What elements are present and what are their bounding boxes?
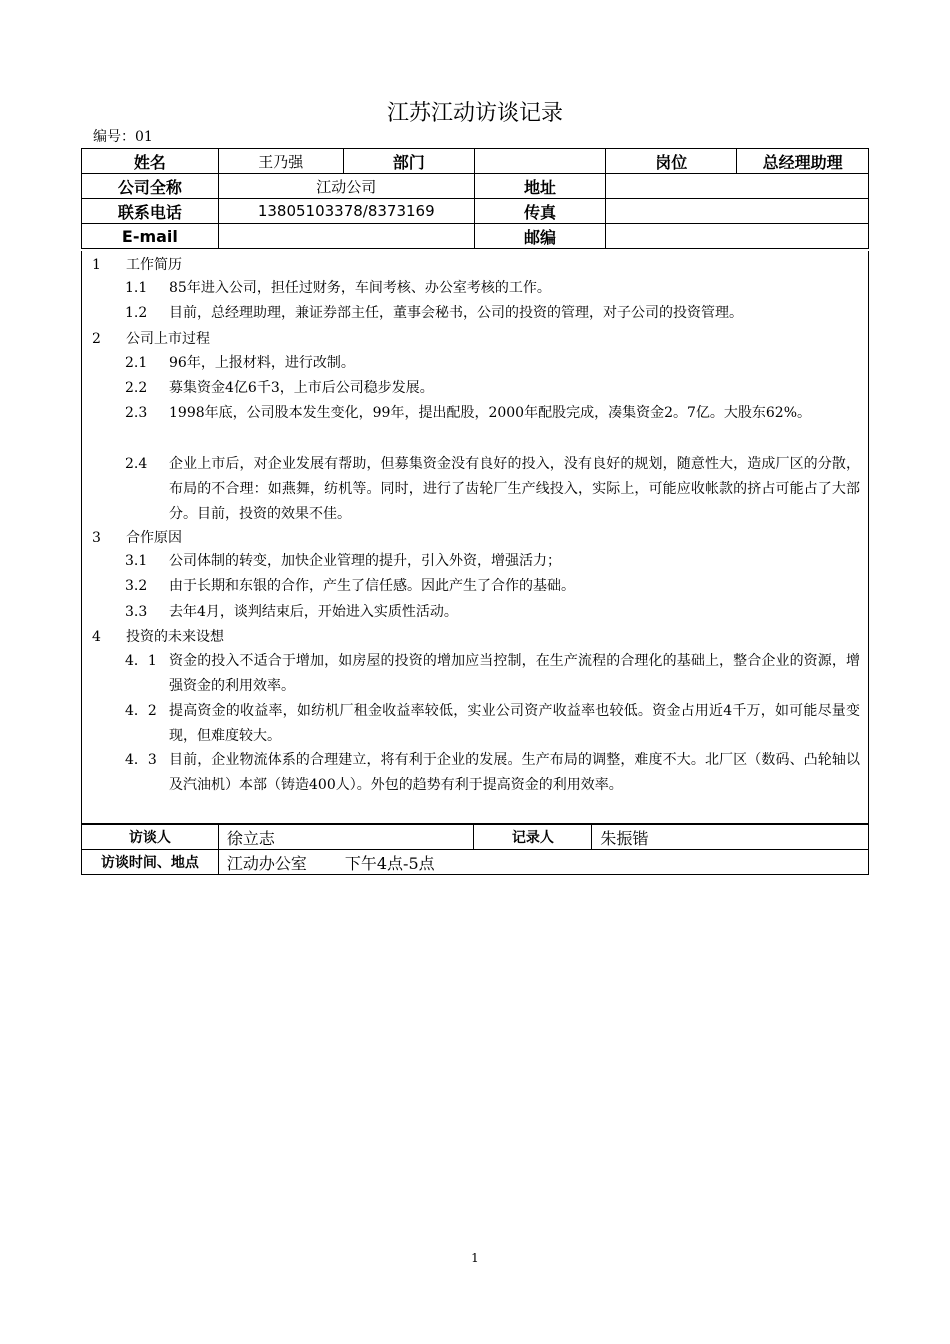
info-row: [82, 224, 869, 249]
address-value: [606, 174, 869, 199]
time-value: 下午4点-5点: [344, 853, 435, 873]
list-item: 1.1 85年进入公司，担任过财务，车间考核、办公室考核的工作。: [125, 280, 551, 296]
address-label: 地址: [474, 174, 606, 199]
company-value: 江动公司: [218, 174, 474, 199]
list-item: 4．1 资金的投入不适合于增加，如房屋的投资的增加应当控制，在生产流程的合理化的基础上，整合企业的资源，增强资金的利用效率。: [125, 653, 860, 694]
place-value: 江动办公室: [226, 853, 307, 873]
email-value: [218, 224, 474, 249]
list-item: 3.2 由于长期和东银的合作，产生了信任感。因此产生了合作的基础。: [125, 578, 575, 594]
list-item: 4．3 目前，企业物流体系的合理建立，将有利于企业的发展。生产布局的调整，难度不大。北厂区（数码、凸轮轴以及汽油机）本部（铸造400人）。外包的趋势有利于提高资金的利用效率。: [125, 752, 860, 793]
footer-row: [82, 825, 869, 850]
position-value: 总经理助理: [737, 149, 869, 174]
section-heading: 1 工作简历: [92, 257, 182, 273]
info-row: [82, 174, 869, 199]
list-item: 1.2 目前，总经理助理，兼证券部主任，董事会秘书，公司的投资的管理，对子公司的投资管理。: [125, 305, 743, 321]
phone-label: 联系电话: [82, 199, 219, 224]
footer-table: [81, 824, 869, 875]
list-item: 3.1 公司体制的转变，加快企业管理的提升，引入外资，增强活力；: [125, 553, 561, 569]
section-heading: 4 投资的未来设想: [92, 629, 224, 645]
time-place-label: 访谈时间、地点: [82, 850, 219, 875]
section-heading: 3 合作原因: [92, 530, 182, 546]
interviewer-value: 徐立志: [218, 825, 474, 850]
postcode-value: [606, 224, 869, 249]
list-item: 2.3 1998年底，公司股本发生变化，99年，提出配股，2000年配股完成，凑集资金2。7亿。大股东62%。: [125, 405, 812, 421]
phone-value: 13805103378/8373169: [218, 199, 474, 224]
name-value: 王乃强: [218, 149, 343, 174]
dept-value: [474, 149, 606, 174]
postcode-label: 邮编: [474, 224, 606, 249]
fax-label: 传真: [474, 199, 606, 224]
info-table: [81, 148, 869, 249]
position-label: 岗位: [606, 149, 737, 174]
interview-content: [81, 251, 869, 824]
list-item: 2.2 募集资金4亿6千3，上市后公司稳步发展。: [125, 380, 434, 396]
document-title: 江苏江动访谈记录: [386, 101, 563, 126]
info-row: [82, 199, 869, 224]
name-label: 姓名: [82, 149, 219, 174]
list-item: 3.3 去年4月，谈判结束后，开始进入实质性活动。: [125, 604, 458, 620]
section-heading: 2 公司上市过程: [92, 331, 210, 347]
time-place-value: [218, 850, 868, 875]
list-item: 4．2 提高资金的收益率，如纺机厂租金收益率较低，实业公司资产收益率也较低。资金占用近4千万，如可能尽量变现，但难度较大。: [125, 703, 860, 744]
recorder-value: 朱振锴: [592, 825, 869, 850]
dept-label: 部门: [343, 149, 474, 174]
page-number: 1: [471, 1251, 479, 1265]
fax-value: [606, 199, 869, 224]
company-label: 公司全称: [82, 174, 219, 199]
document-number: 编号：01: [93, 129, 153, 145]
email-label: E-mail: [82, 224, 219, 249]
info-row: [82, 149, 869, 174]
footer-row: [82, 850, 869, 875]
interviewer-label: 访谈人: [82, 825, 219, 850]
list-item: 2.4 企业上市后，对企业发展有帮助，但募集资金没有良好的投入，没有良好的规划，随意性大，造成厂区的分散，布局的不合理：如燕舞，纺机等。同时，进行了齿轮厂生产线投入，实际上，可能应收帐款的挤占可能占了大部分。目前，投资的效果不佳。: [125, 456, 860, 522]
list-item: 2.1 96年，上报材料，进行改制。: [125, 355, 355, 371]
recorder-label: 记录人: [474, 825, 592, 850]
